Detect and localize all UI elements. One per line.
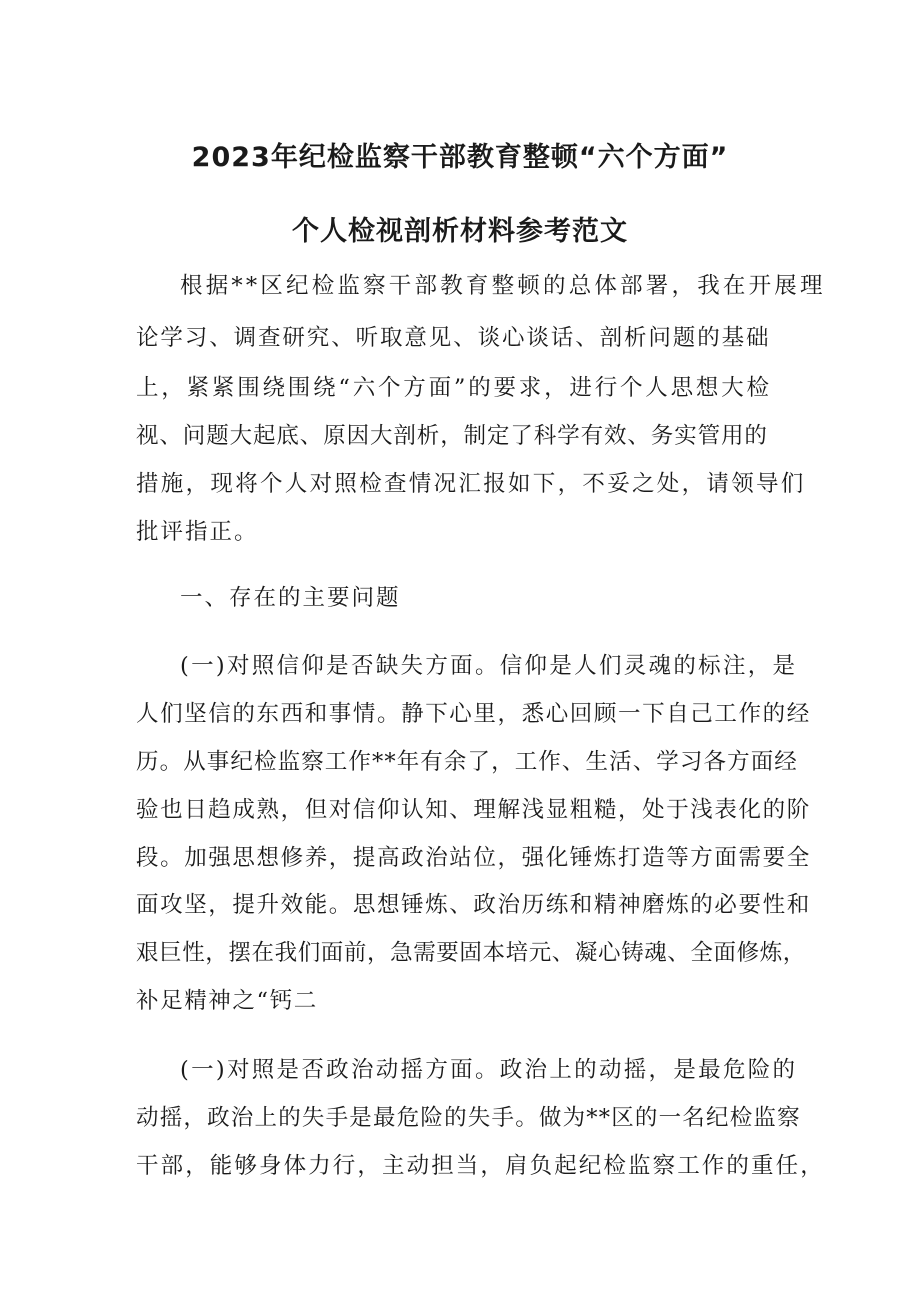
section-1-line: 段。加强思想修养，提高政治站位，强化锤炼打造等方面需要全 — [136, 845, 811, 871]
section-heading: 一、存在的主要问题 — [180, 585, 401, 611]
title-line-1: 2023年纪检监察干部教育整顿“六个方面” — [191, 142, 729, 173]
section-1-line: (一)对照信仰是否缺失方面。信仰是人们灵魂的标注，是 — [180, 653, 798, 679]
section-2-line: 干部，能够身体力行，主动担当，肩负起纪检监察工作的重任， — [136, 1153, 825, 1179]
section-2-line: 动摇，政治上的失手是最危险的失手。做为**区的一名纪检监察 — [136, 1105, 801, 1131]
section-1-line: 艰巨性，摆在我们面前，急需要固本培元、凝心铸魂、全面修炼， — [136, 940, 806, 966]
section-1-line: 面攻坚，提升效能。思想锤炼、政治历练和精神磨炼的必要性和 — [136, 892, 811, 918]
intro-line: 上，紧紧围绕围绕“六个方面”的要求，进行个人思想大检 — [136, 375, 772, 401]
section-1-line: 补足精神之“钙二 — [136, 988, 318, 1014]
intro-line: 论学习、调查研究、听取意见、谈心谈话、剖析问题的基础 — [136, 325, 771, 351]
section-1-line: 历。从事纪检监察工作**年有余了，工作、生活、学习各方面经 — [136, 749, 798, 775]
section-1-line: 人们坚信的东西和事情。静下心里，悉心回顾一下自己工作的经 — [136, 701, 811, 727]
intro-line: 视、问题大起底、原因大剖析，制定了科学有效、务实管用的 — [136, 423, 768, 449]
title-line-2: 个人检视剖析材料参考范文 — [292, 216, 628, 247]
section-2-line: (一)对照是否政治动摇方面。政治上的动摇，是最危险的 — [180, 1057, 798, 1083]
intro-line: 批评指正。 — [136, 519, 259, 545]
intro-line: 措施，现将个人对照检查情况汇报如下，不妥之处，请领导们 — [136, 471, 806, 497]
section-1-line: 验也日趋成熟，但对信仰认知、理解浅显粗糙，处于浅表化的阶 — [136, 797, 811, 823]
intro-line: 根据**区纪检监察干部教育整顿的总体部署，我在开展理 — [180, 273, 826, 299]
